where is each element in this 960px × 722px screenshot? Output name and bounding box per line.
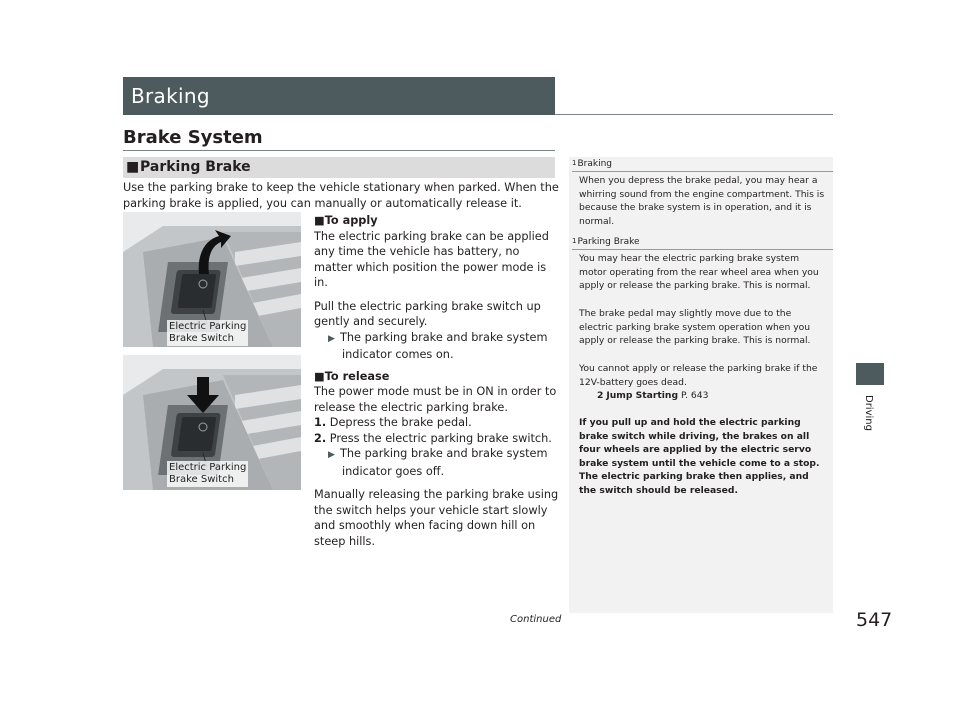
figure-apply-label-line2: Brake Switch [169,333,234,344]
figure-apply-label [167,320,248,346]
result-arrow-icon: ▶ [328,333,335,344]
intro-paragraph: Use the parking brake to keep the vehicle stationary when parked. When the parking brake is applied, you can manually or automatically release it. [123,181,559,210]
note-parking-title: Parking Brake [577,237,640,247]
chapter-side-label: Driving [863,395,874,431]
figure-apply-switch [123,212,301,347]
release-heading-marker: ■ [314,369,325,383]
note-parking-p3: You cannot apply or release the parking brake if the 12V-battery goes dead. [579,363,818,388]
note-parking-rule [572,249,833,250]
apply-result [314,330,559,363]
note-braking-rule [572,171,833,172]
chapter-header [123,77,555,115]
figure-release-label-line2: Brake Switch [169,474,234,485]
continued-label: Continued [510,614,562,625]
note-braking-title: Braking [577,159,612,169]
figure-release-label-line1: Electric Parking [169,462,247,473]
subsection-header [123,157,555,178]
reference-page: P. 643 [680,390,709,401]
procedure-column [314,213,559,549]
note-parking-number: 1 [572,237,577,245]
note-parking-p2: The brake pedal may slightly move due to the electric parking brake system operation when you apply or release the parking brake. This is normal. [579,308,811,346]
apply-instruction: Pull the electric parking brake switch up gently and securely. [314,299,541,328]
apply-paragraph: The electric parking brake can be applied any time the vehicle has battery, no matter which position the power mode is in. [314,229,549,289]
release-note-paragraph: Manually releasing the parking brake using the switch helps your vehicle start slowly and smoothly when facing down hill on steep hills. [314,488,559,548]
release-heading [314,369,559,385]
release-paragraph: The power mode must be in ON in order to release the electric parking brake. [314,385,557,414]
figure-release-label [167,461,248,487]
notes-sidebar [569,157,833,613]
jump-starting-reference[interactable] [597,389,845,403]
result-arrow-icon: ▶ [328,450,335,460]
side-tab [856,363,884,385]
section-rule [123,150,555,151]
note-braking-number: 1 [572,159,577,167]
release-step-2-number: 2. [314,431,327,445]
apply-result-text: The parking brake and brake system indicator comes on. [340,330,548,361]
release-step-2-text: Press the electric parking brake switch. [329,431,552,445]
note-parking-heading [572,237,640,247]
note-braking-heading [572,159,612,169]
apply-heading-marker: ■ [314,214,325,227]
release-result [314,446,559,479]
chapter-title: Braking [131,84,210,108]
release-step-2 [314,431,559,447]
apply-heading [314,213,559,229]
release-step-1-number: 1. [314,416,327,429]
apply-heading-text: To apply [324,214,378,227]
release-result-text: The parking brake and brake system indicator goes off. [340,447,548,478]
release-heading-text: To release [324,369,390,383]
reference-arrow-icon: 2 [597,390,604,401]
note-braking-text: When you depress the brake pedal, you may hear a whirring sound from the engine compartment. This is because the brake system is in operation, and it is normal. [579,175,825,227]
note-parking-p1: You may hear the electric parking brake system motor operating from the rear wheel area when you apply or release the parking brake. This is normal. [579,253,819,291]
header-rule [555,114,833,115]
page-number: 547 [856,609,893,631]
note-warning: If you pull up and hold the electric parking brake switch while driving, the brakes on all four wheels are applied by the electric servo brake system until the vehicle come to a stop. The electric parking brake then applies, and the switch should be released. [579,417,820,496]
figure-release-switch [123,355,301,490]
figure-apply-label-line1: Electric Parking [169,321,247,332]
subsection-title: Parking Brake [140,159,251,175]
release-step-1 [314,415,559,431]
reference-title: Jump Starting [606,390,679,401]
subsection-marker: ■ [126,159,140,175]
section-title: Brake System [123,127,263,148]
release-step-1-text: Depress the brake pedal. [329,416,472,429]
